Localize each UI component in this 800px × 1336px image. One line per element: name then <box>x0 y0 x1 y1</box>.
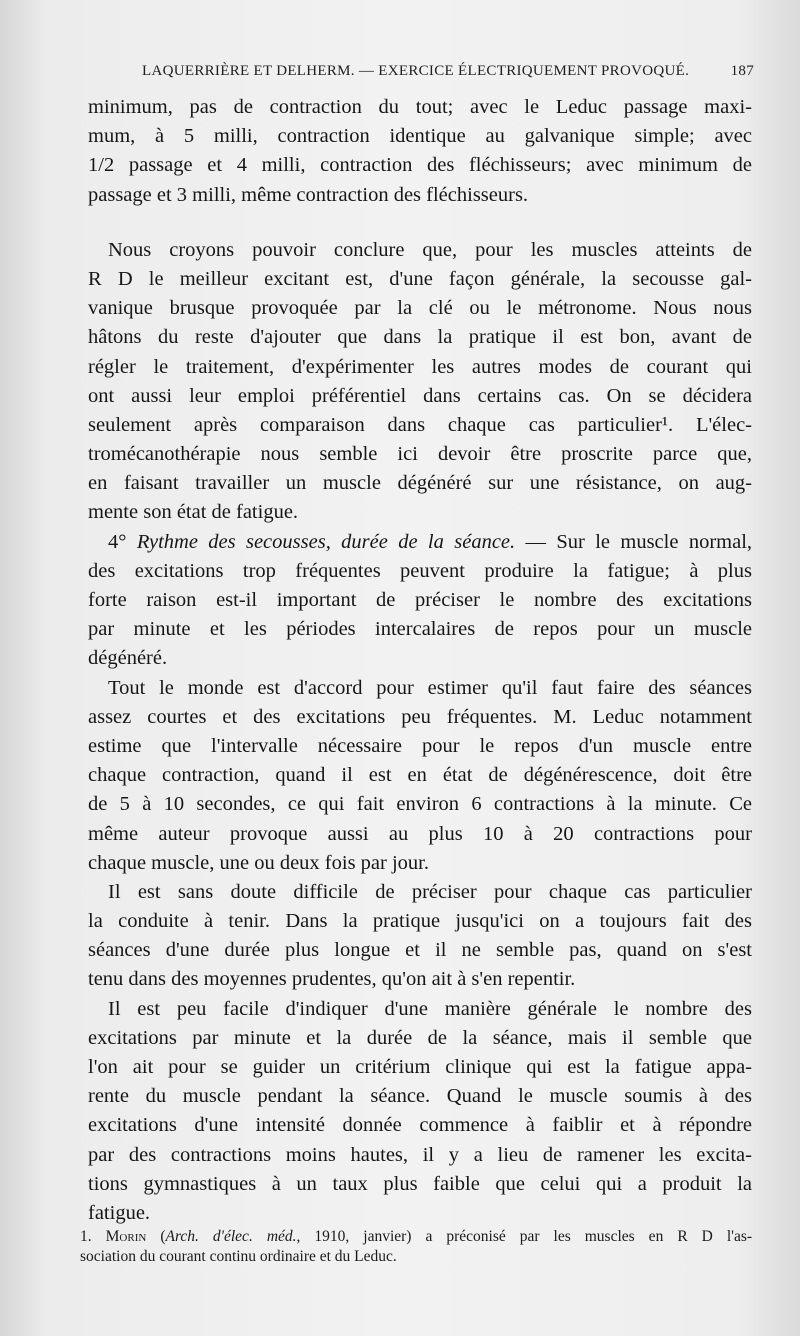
footnote-line: sociation du courant continu ordinaire et du Leduc. <box>80 1248 397 1265</box>
text-line: de 5 à 10 secondes, ce qui fait environ 6 contractions à la minute. Ce <box>88 793 752 816</box>
paragraph-gap <box>88 210 752 236</box>
paragraph-2 <box>88 236 752 528</box>
paragraph-6 <box>88 995 752 1229</box>
text-line: fatigue. <box>88 1201 151 1224</box>
text-line: R D le meilleur excitant est, d'une façon générale, la secousse gal- <box>88 267 752 290</box>
paragraph-5 <box>88 878 752 995</box>
running-title: LAQUERRIÈRE ET DELHERM. — EXERCICE ÉLECTRIQUEMENT PROVOQUÉ. <box>142 63 690 79</box>
text-line: en faisant travailler un muscle dégénéré sur une résistance, on aug- <box>88 472 752 495</box>
section-number: 4° <box>108 530 127 553</box>
footnote-marker: 1. <box>80 1228 92 1245</box>
text-line: vanique brusque provoquée par la clé ou le métronome. Nous nous <box>88 297 752 320</box>
footnote-paren: ( <box>160 1228 166 1245</box>
text-line: assez courtes et des excitations peu fréquentes. M. Leduc notamment <box>88 705 752 728</box>
text-line: mente son état de fatigue. <box>88 501 299 524</box>
text-line: Il est peu facile d'indiquer d'une manière générale le nombre des <box>108 997 752 1020</box>
section-heading: Rythme des secousses, durée de la séance. <box>136 530 516 553</box>
paragraph-3 <box>88 528 752 674</box>
heading-continuation: — Sur le muscle normal, <box>515 530 753 553</box>
text-line: des excitations trop fréquentes peuvent produire la fatigue; à plus <box>88 559 752 582</box>
text-line: par minute et les périodes intercalaires de repos pour un muscle <box>88 618 752 641</box>
section-heading-line <box>88 528 752 557</box>
text-line: tenu dans des moyennes prudentes, qu'on ait à s'en repentir. <box>88 968 576 991</box>
text-line: l'on ait pour se guider un critérium clinique qui est la fatigue appa- <box>88 1056 752 1078</box>
paragraph-1 <box>88 93 752 210</box>
text-line: excitations par minute et la durée de la séance, mais il semble que <box>88 1026 752 1049</box>
text-line: hâtons du reste d'ajouter que dans la pratique il est bon, avant de <box>88 326 752 349</box>
footnote-author: Morin <box>105 1228 147 1245</box>
text-line: forte raison est-il important de préciser le nombre des excitations <box>88 589 752 611</box>
text-line: régler le traitement, d'expérimenter les autres modes de courant qui <box>88 355 752 378</box>
text-line: excitations d'une intensité donnée commence à faiblir et à répondre <box>88 1114 752 1137</box>
text-line: dégénéré. <box>88 647 168 670</box>
text-line: même auteur provoque aussi au plus 10 à 20 contractions pour <box>88 822 752 845</box>
text-line: minimum, pas de contraction du tout; avec le Leduc passage maxi- <box>88 96 752 118</box>
text-line: par des contractions moins hautes, il y a lieu de ramener les excita- <box>88 1143 752 1166</box>
text-line: passage et 3 milli, même contraction des fléchisseurs. <box>88 183 529 206</box>
footnote-text: , 1910, janvier) a préconisé par les muscles en R D l'as- <box>296 1228 753 1245</box>
text-line: mum, à 5 milli, contraction identique au galvanique simple; avec <box>88 125 752 148</box>
text-line: Nous croyons pouvoir conclure que, pour les muscles atteints de <box>108 238 752 261</box>
text-line: chaque muscle, une ou deux fois par jour. <box>88 851 430 874</box>
text-line: Tout le monde est d'accord pour estimer qu'il faut faire des séances <box>108 676 752 699</box>
text-line: la conduite à tenir. Dans la pratique jusqu'ici on a toujours fait des <box>88 910 752 933</box>
text-line: rente du muscle pendant la séance. Quand le muscle soumis à des <box>88 1085 752 1108</box>
text-line: ont aussi leur emploi préférentiel dans certains cas. On se décidera <box>88 384 752 407</box>
paragraph-4 <box>88 674 752 878</box>
text-line: tromécanothérapie nous semble ici devoir être proscrite parce que, <box>88 443 752 466</box>
footnote-journal: Arch. d'élec. méd. <box>165 1228 297 1245</box>
text-line: chaque contraction, quand il est en état de dégénérescence, doit être <box>88 764 752 787</box>
footnote <box>80 1227 752 1267</box>
page-number: 187 <box>730 63 754 79</box>
text-line: estime que l'intervalle nécessaire pour le repos d'un muscle entre <box>88 734 752 757</box>
text-line: 1/2 passage et 4 milli, contraction des fléchisseurs; avec minimum de <box>88 154 752 177</box>
text-line: Il est sans doute difficile de préciser pour chaque cas particulier <box>108 880 752 903</box>
running-header <box>142 63 754 80</box>
text-line: seulement après comparaison dans chaque cas particulier¹. L'élec- <box>88 413 752 436</box>
text-line: tions gymnastiques à un taux plus faible que celui qui a produit la <box>88 1172 752 1195</box>
body-text <box>88 93 752 1228</box>
text-line: séances d'une durée plus longue et il ne semble pas, quand on s'est <box>88 939 752 962</box>
footnote-line <box>80 1227 752 1247</box>
